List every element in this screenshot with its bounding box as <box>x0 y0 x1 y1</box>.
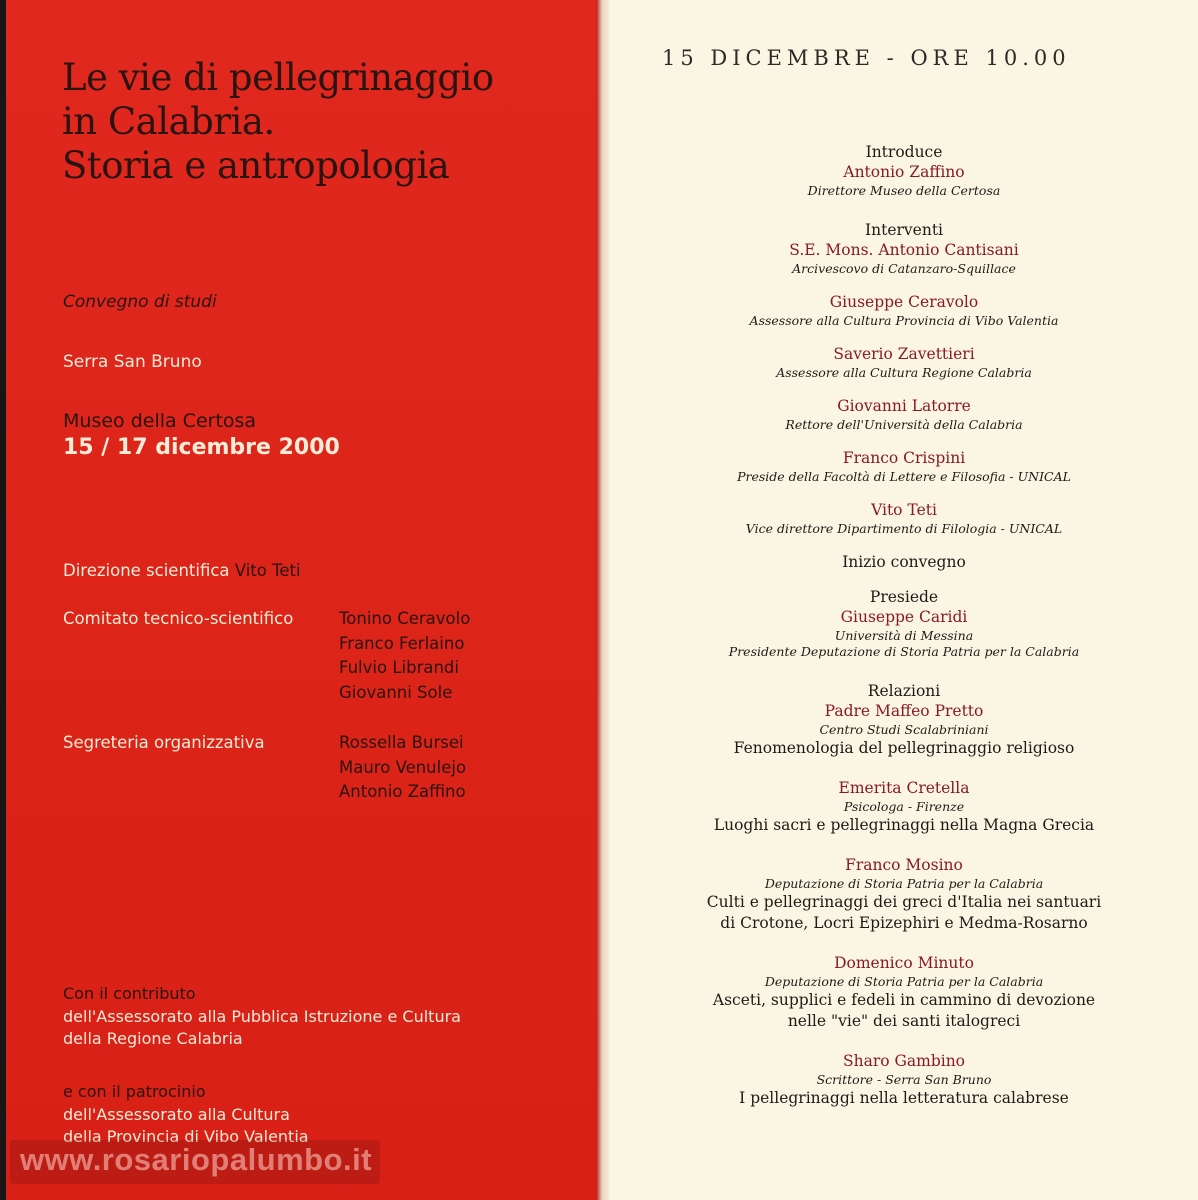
intervento-item <box>610 448 1198 485</box>
talk-title: I pellegrinaggi nella letteratura calabrese <box>739 1089 1069 1107</box>
relazione-item <box>610 701 1198 759</box>
speaker-name: Sharo Gambino <box>842 1052 966 1070</box>
committee-member: Giovanni Sole <box>339 682 453 702</box>
contributo-block <box>63 983 461 1051</box>
program-header: 15 DICEMBRE - ORE 10.00 <box>662 46 1071 70</box>
left-edge-border <box>0 0 6 1200</box>
speaker-name: Domenico Minuto <box>834 954 974 972</box>
speaker-role: Assessore alla Cultura Provincia di Vibo Valentia <box>749 313 1059 328</box>
title-line: Le vie di pellegrinaggio <box>62 56 494 99</box>
speaker-name: Giovanni Latorre <box>837 397 971 415</box>
committee-member: Franco Ferlaino <box>339 633 465 653</box>
speaker-name: Vito Teti <box>871 501 937 519</box>
speaker-role: Presidente Deputazione di Storia Patria per la Calabria <box>728 644 1080 659</box>
speaker-role: Preside della Facoltà di Lettere e Filosofia - UNICAL <box>737 469 1071 484</box>
section-label: Presiede <box>869 588 939 606</box>
committee-member: Fulvio Librandi <box>339 658 459 677</box>
comitato-label: Comitato tecnico-scientifico <box>63 609 294 628</box>
direzione-row <box>63 561 301 580</box>
secretariat-member: Antonio Zaffino <box>339 782 466 801</box>
segreteria-label: Segreteria organizzativa <box>63 733 265 752</box>
speaker-name: Antonio Zaffino <box>843 163 965 181</box>
inizio-convegno: Inizio convegno <box>842 553 966 571</box>
relazione-item <box>610 855 1198 934</box>
direzione-label: Direzione scientifica <box>63 561 230 580</box>
section-label: Relazioni <box>867 682 941 700</box>
contributo-line: della Regione Calabria <box>63 1029 243 1048</box>
secretariat-member: Rossella Bursei <box>339 733 464 752</box>
right-panel <box>610 0 1198 1200</box>
speaker-role: Vice direttore Dipartimento di Filologia - UNICAL <box>745 521 1063 536</box>
speaker-role: Centro Studi Scalabriniani <box>819 722 989 737</box>
section-label: Introduce <box>865 143 943 161</box>
watermark-text: www.rosariopalumbo.it <box>20 1142 373 1177</box>
speaker-name: Franco Mosino <box>845 856 963 874</box>
patrocinio-block <box>63 1081 309 1149</box>
contributo-line: Con il contributo <box>63 984 196 1003</box>
intervento-item <box>610 292 1198 329</box>
section-label: Interventi <box>864 221 943 239</box>
speaker-name: Saverio Zavettieri <box>833 345 975 363</box>
subtitle: Convegno di studi <box>63 292 217 312</box>
speaker-role: Deputazione di Storia Patria per la Calabria <box>764 974 1044 989</box>
title-line: Storia e antropologia <box>62 144 450 187</box>
intervento-item <box>610 500 1198 537</box>
intervento-item <box>610 240 1198 277</box>
patrocinio-line: della Provincia di Vibo Valentia <box>63 1127 309 1146</box>
speaker-name: Franco Crispini <box>842 449 966 467</box>
speaker-role: Scrittore - Serra San Bruno <box>816 1072 992 1087</box>
talk-title: Culti e pellegrinaggi dei greci d'Italia nei santuari <box>706 893 1102 911</box>
secretariat-member: Mauro Venulejo <box>339 757 467 777</box>
relazione-item <box>610 778 1198 836</box>
talk-title: di Crotone, Locri Epizephiri e Medma-Rosarno <box>720 914 1088 932</box>
direzione-name: Vito Teti <box>234 561 301 580</box>
brochure-title <box>62 56 562 188</box>
talk-title: nelle "vie" dei santi italogreci <box>787 1012 1021 1030</box>
speaker-role: Direttore Museo della Certosa <box>807 183 1001 198</box>
contributo-line: dell'Assessorato alla Pubblica Istruzione e Cultura <box>63 1006 461 1026</box>
speaker-name: S.E. Mons. Antonio Cantisani <box>789 241 1019 259</box>
program-list <box>610 142 1198 1109</box>
patrocinio-line: dell'Assessorato alla Cultura <box>63 1104 290 1124</box>
event-dates: 15 / 17 dicembre 2000 <box>63 435 340 460</box>
speaker-name: Giuseppe Ceravolo <box>829 293 979 311</box>
intervento-item <box>610 396 1198 433</box>
talk-title: Asceti, supplici e fedeli in cammino di devozione <box>712 991 1096 1009</box>
speaker-role: Arcivescovo di Catanzaro-Squillace <box>792 261 1016 276</box>
relazione-item <box>610 953 1198 1032</box>
patrocinio-line: e con il patrocinio <box>63 1082 206 1101</box>
relazione-item <box>610 1051 1198 1109</box>
speaker-role: Assessore alla Cultura Regione Calabria <box>776 365 1032 380</box>
page-fold <box>596 0 610 1200</box>
segreteria-names <box>339 731 466 805</box>
talk-title: Luoghi sacri e pellegrinaggi nella Magna Grecia <box>713 816 1095 834</box>
place: Serra San Bruno <box>63 352 202 372</box>
talk-title: Fenomenologia del pellegrinaggio religioso <box>733 739 1075 757</box>
speaker-name: Emerita Cretella <box>838 779 970 797</box>
speaker-name: Padre Maffeo Pretto <box>824 702 984 720</box>
venue: Museo della Certosa <box>63 410 257 432</box>
committee-member: Tonino Ceravolo <box>339 609 471 628</box>
comitato-names <box>339 607 470 705</box>
speaker-role: Università di Messina <box>834 628 974 643</box>
speaker-role: Psicologa - Firenze <box>843 799 965 814</box>
speaker-role: Rettore dell'Università della Calabria <box>785 417 1023 432</box>
title-line: in Calabria. <box>62 100 275 143</box>
speaker-role: Deputazione di Storia Patria per la Calabria <box>764 876 1044 891</box>
speaker-name: Giuseppe Caridi <box>840 608 968 626</box>
intervento-item <box>610 344 1198 381</box>
